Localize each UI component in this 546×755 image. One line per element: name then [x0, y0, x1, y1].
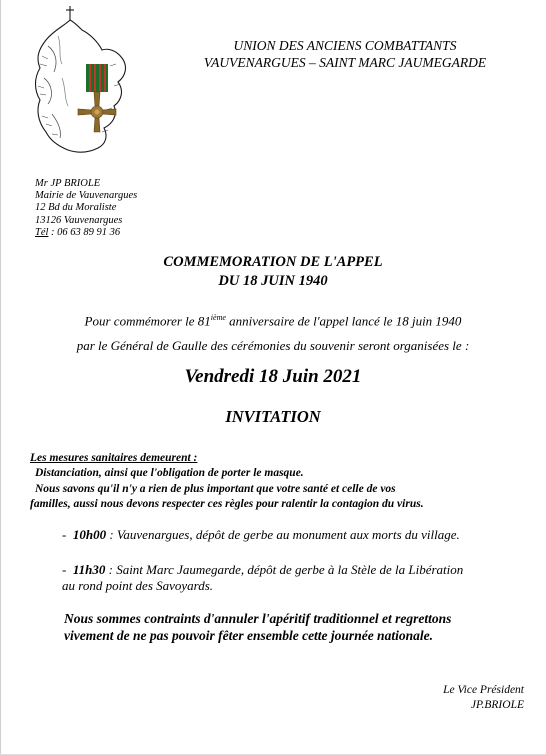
intro-line2: par le Général de Gaulle des cérémonies du souvenir seront organisées le :: [76, 338, 470, 353]
schedule-item-1: [62, 527, 460, 543]
org-name-line2: VAUVENARGUES – SAINT MARC JAUMEGARDE: [203, 55, 487, 70]
title-line1: COMMEMORATION DE L'APPEL: [163, 254, 383, 270]
sender-line2: Mairie de Vauvenargues: [35, 190, 138, 202]
phone-value: : 06 63 89 91 36: [48, 226, 121, 238]
measures-line3: familles, aussi nous devons respecter ces règles pour ralentir la contagion du virus.: [30, 498, 424, 510]
sender-line4: 13126 Vauvenargues: [35, 214, 123, 226]
sender-phone: [35, 227, 137, 239]
org-name-line1: UNION DES ANCIENS COMBATTANTS: [233, 38, 457, 53]
schedule-dash: -: [62, 562, 67, 577]
intro-text-a: Pour commémorer le 81: [84, 313, 211, 329]
intro-superscript: ième: [210, 313, 226, 322]
schedule-text: : Vauvenargues, dépôt de gerbe au monument aux morts du village.: [106, 527, 460, 542]
sender-block: [35, 178, 137, 239]
schedule-dash: -: [62, 527, 67, 542]
signature-name: JP.BRIOLE: [470, 699, 524, 711]
sender-name: Mr JP BRIOLE: [35, 178, 101, 189]
intro-text-b: anniversaire de l'appel lancé le 18 juin 1940: [225, 313, 462, 329]
intro-line1: [0, 313, 546, 329]
measures-heading: Les mesures sanitaires demeurent :: [30, 452, 198, 464]
croix-de-guerre-mountain-logo-icon: [28, 6, 140, 156]
schedule-item-2-continuation: au rond point des Savoyards.: [62, 578, 214, 593]
signature-role: Le Vice Président: [443, 684, 524, 696]
sender-line3: 12 Bd du Moraliste: [35, 202, 117, 214]
title-line2: DU 18 JUIN 1940: [218, 273, 328, 289]
closing-line1: Nous sommes contraints d'annuler l'apéritif traditionnel et regrettons: [64, 611, 452, 626]
closing-line2: vivement de ne pas pouvoir fêter ensemble cette journée nationale.: [64, 628, 433, 643]
invitation-heading: INVITATION: [225, 407, 321, 426]
schedule-item-2: [62, 562, 463, 578]
schedule-text: : Saint Marc Jaumegarde, dépôt de gerbe à la Stèle de la Libération: [105, 562, 464, 577]
schedule-time: 11h30: [72, 562, 106, 577]
measures-line2: Nous savons qu'il n'y a rien de plus important que votre santé et celle de vos: [35, 483, 396, 495]
measures-line1: Distanciation, ainsi que l'obligation de porter le masque.: [35, 467, 304, 479]
event-date: Vendredi 18 Juin 2021: [184, 366, 362, 387]
phone-label: Tél: [35, 226, 49, 238]
schedule-time: 10h00: [72, 527, 107, 542]
